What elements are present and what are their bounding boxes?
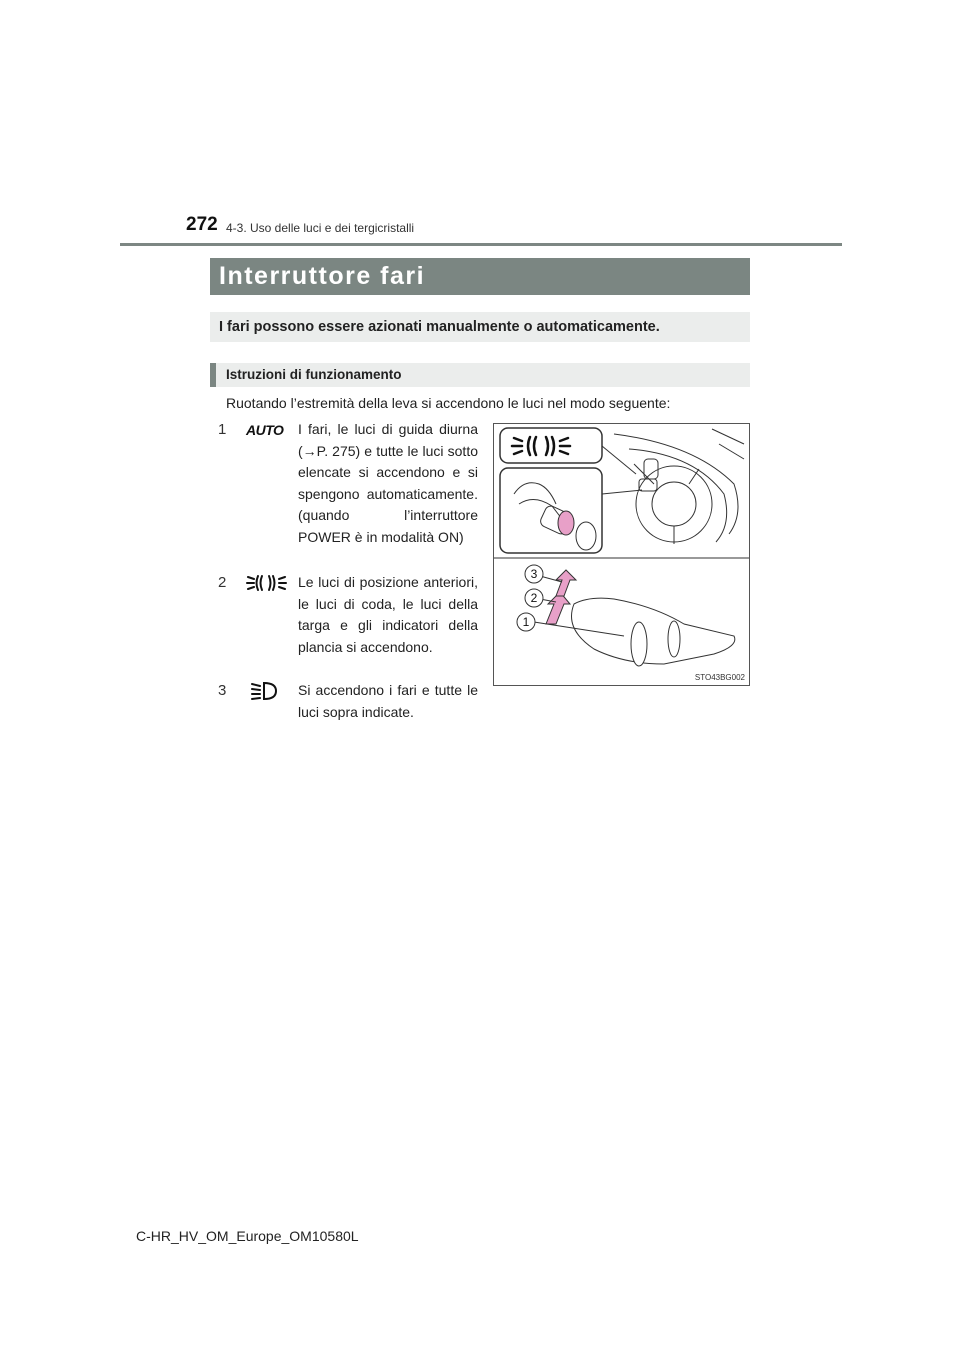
lead-text: Ruotando l’estremità della leva si accendono le luci nel modo seguente:: [226, 395, 671, 411]
section-reference: 4-3. Uso delle luci e dei tergicristalli: [226, 221, 415, 235]
figure-code: STO43BG002: [694, 673, 745, 682]
section-subheading: Istruzioni di funzionamento: [210, 363, 750, 387]
item-number: 1: [218, 421, 227, 438]
item-number: 2: [218, 574, 227, 591]
page-title: Interruttore fari: [210, 258, 750, 295]
item-description: Le luci di posizione anteriori, le luci di coda, le luci della targa e gli indicatori della plancia si accendono.: [298, 574, 478, 655]
auto-headlight-icon: AUTO: [246, 422, 284, 438]
light-switch-illustration: [493, 423, 750, 686]
header-divider: [120, 243, 842, 246]
callout-1: 1: [522, 615, 530, 629]
page-number: 272: [186, 214, 218, 235]
headlight-icon: [246, 680, 296, 706]
hand-callout-box: [500, 468, 602, 553]
item-description: Si accendono i fari e tutte le luci sopra indicate.: [298, 682, 478, 720]
side-light-icon: [246, 572, 296, 598]
document-id-footer: C-HR_HV_OM_Europe_OM10580L: [136, 1228, 359, 1244]
intro-text: I fari possono essere azionati manualmente o automaticamente.: [210, 312, 750, 342]
callout-3: 3: [530, 567, 538, 581]
item-number: 3: [218, 682, 227, 699]
callout-2: 2: [530, 591, 538, 605]
item-description: I fari, le luci di guida diurna (→P. 275) e tutte le luci sotto elencate si accendono e si spengono automaticamente. (quando l’interruttore POWER è in modalità ON): [298, 421, 478, 545]
